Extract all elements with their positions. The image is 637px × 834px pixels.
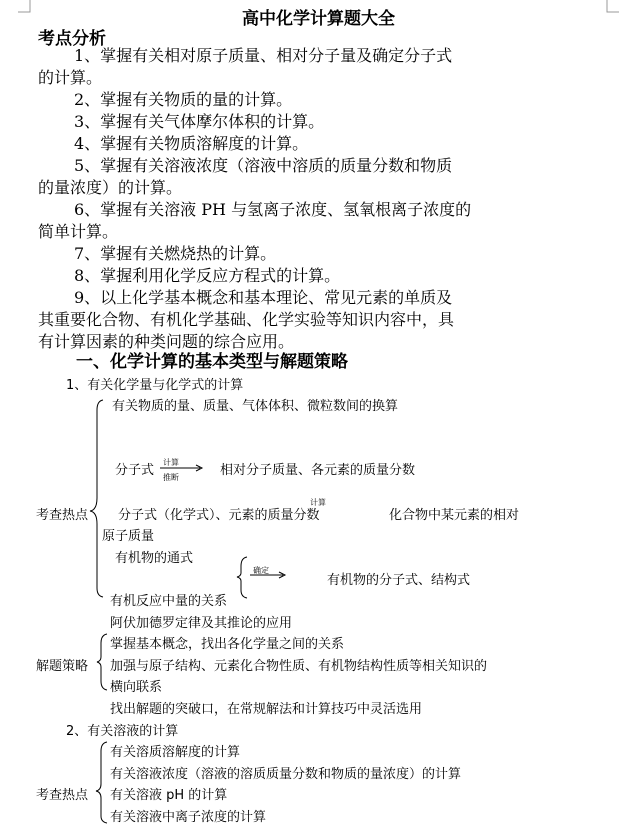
p2-r1: 有关溶质溶解度的计算 bbox=[110, 745, 241, 760]
p2-hot-label: 考查热点 bbox=[36, 788, 89, 803]
p1-row4-a: 有机物的通式 bbox=[115, 551, 194, 566]
section-title: 考点分析 bbox=[38, 29, 106, 49]
heading-1: 一、化学计算的基本类型与解题策略 bbox=[76, 352, 348, 372]
p1-row4-arrow: 确定 bbox=[253, 566, 269, 575]
p1-row3-arrow: 计算 bbox=[310, 498, 326, 507]
part2-title: 2、有关溶液的计算 bbox=[66, 724, 179, 739]
p1-s2: 加强与原子结构、元素化合物性质、有机物结构性质等相关知识的 bbox=[110, 659, 488, 674]
p1-s3: 找出解题的突破口，在常规解法和计算技巧中灵活选用 bbox=[110, 702, 423, 717]
list-item: 7、掌握有关燃烧热的计算。 bbox=[74, 244, 277, 263]
p2-r4: 有关溶液中离子浓度的计算 bbox=[110, 810, 267, 825]
page-title: 高中化学计算题大全 bbox=[242, 9, 395, 29]
p1-row2-arrow-top: 计算 bbox=[163, 458, 179, 467]
p1-row3-right: 化合物中某元素的相对 bbox=[389, 508, 520, 523]
p1-row2-arrow-bottom: 推断 bbox=[163, 473, 179, 482]
list-item: 6、掌握有关溶液 PH 与氢离子浓度、氢氧根离子浓度的 简单计算。 bbox=[38, 200, 472, 241]
list-item: 2、掌握有关物质的量的计算。 bbox=[74, 90, 293, 109]
p1-row4-right: 有机物的分子式、结构式 bbox=[327, 573, 471, 588]
p1-row2-right: 相对分子质量、各元素的质量分数 bbox=[220, 463, 416, 478]
p1-row3-left: 分子式（化学式）、元素的质量分数 bbox=[118, 508, 320, 523]
p1-row4-b: 有机反应中量的关系 bbox=[110, 594, 228, 609]
list-item: 9、以上化学基本概念和基本理论、常见元素的单质及 其重要化合物、有机化学基础、化学实验等知识内容中，具 有计算因素的种类问题的综合应用。 bbox=[38, 288, 455, 351]
list-item: 1、掌握有关相对原子质量、相对分子量及确定分子式 的计算。 bbox=[38, 46, 453, 87]
list-item: 3、掌握有关气体摩尔体积的计算。 bbox=[74, 112, 325, 131]
list-item: 4、掌握有关物质溶解度的计算。 bbox=[74, 134, 309, 153]
part1-title: 1、有关化学量与化学式的计算 bbox=[66, 378, 244, 393]
p1-s2-cont: 横向联系 bbox=[110, 680, 163, 695]
p1-row5: 阿伏加德罗定律及其推论的应用 bbox=[110, 616, 293, 631]
list-item: 5、掌握有关溶液浓度（溶液中溶质的质量分数和物质 的量浓度）的计算。 bbox=[38, 156, 453, 197]
p1-row1: 有关物质的量、质量、气体体积、微粒数间的换算 bbox=[112, 399, 399, 414]
list-item: 8、掌握利用化学反应方程式的计算。 bbox=[74, 266, 341, 285]
p2-r2: 有关溶液浓度（溶液的溶质质量分数和物质的量浓度）的计算 bbox=[110, 767, 462, 782]
p2-r3: 有关溶液 pH 的计算 bbox=[110, 788, 228, 803]
p1-hot-label: 考查热点 bbox=[36, 508, 89, 523]
p1-row2-left: 分子式 bbox=[115, 463, 155, 478]
p1-row3-cont: 原子质量 bbox=[102, 529, 155, 544]
p1-s1: 掌握基本概念，找出各化学量之间的关系 bbox=[110, 637, 345, 652]
p1-strategy-label: 解题策略 bbox=[36, 659, 89, 674]
